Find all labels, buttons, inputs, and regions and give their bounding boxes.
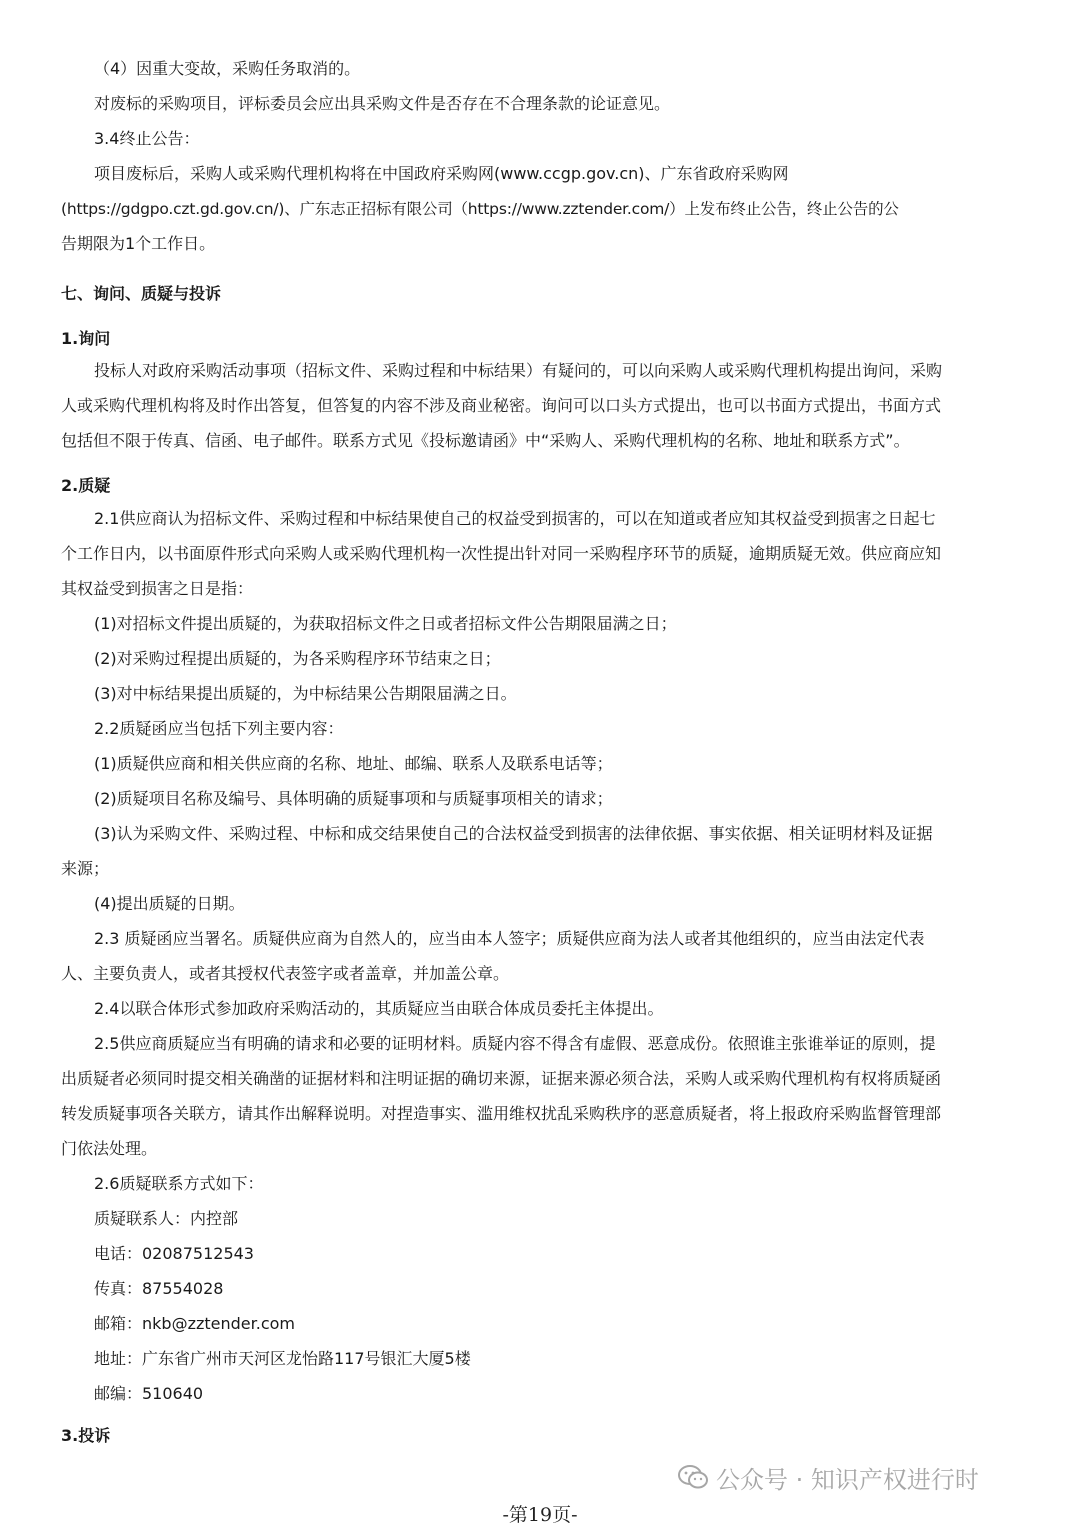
text-line: 个工作日内，以书面原件形式向采购人或采购代理机构一次性提出针对同一采购程序环节的质疑，逾期质疑无效。供应商应知	[61, 544, 942, 563]
text-line: 2.3 质疑函应当署名。质疑供应商为自然人的，应当由本人签字；质疑供应商为法人或者其他组织的，应当由法定代表	[94, 929, 925, 948]
text-line: 人、主要负责人，或者其授权代表签字或者盖章，并加盖公章。	[61, 964, 510, 983]
text-line: 告期限为1个工作日。	[61, 234, 216, 253]
text-line: 2.1供应商认为招标文件、采购过程和中标结果使自己的权益受到损害的，可以在知道或者应知其权益受到损害之日起七	[94, 509, 936, 528]
subsection-heading: 3.投诉	[61, 1426, 111, 1445]
text-line: 门依法处理。	[61, 1139, 158, 1158]
text-line: (3)对中标结果提出质疑的，为中标结果公告期限届满之日。	[94, 684, 517, 703]
wechat-icon	[678, 1464, 708, 1490]
text-line: 地址：广东省广州市天河区龙怡路117号银汇大厦5楼	[94, 1349, 471, 1368]
text-line: （4）因重大变故，采购任务取消的。	[94, 59, 361, 78]
text-line: (2)对采购过程提出质疑的，为各采购程序环节结束之日；	[94, 649, 501, 668]
text-line: 转发质疑事项各关联方，请其作出解释说明。对捏造事实、滥用维权扰乱采购秩序的恶意质疑者，将上报政府采购监督管理部	[61, 1104, 942, 1123]
text-line: 传真：87554028	[94, 1279, 224, 1298]
text-line: 投标人对政府采购活动事项（招标文件、采购过程和中标结果）有疑问的，可以向采购人或采购代理机构提出询问，采购	[94, 361, 943, 380]
subsection-heading: 1.询问	[61, 329, 111, 348]
text-line: 邮箱：nkb@zztender.com	[94, 1314, 295, 1333]
text-line: (1)对招标文件提出质疑的，为获取招标文件之日或者招标文件公告期限届满之日；	[94, 614, 677, 633]
text-line: 3.4终止公告：	[94, 129, 200, 148]
text-line: (2)质疑项目名称及编号、具体明确的质疑事项和与质疑事项相关的请求；	[94, 789, 613, 808]
text-line: 电话：02087512543	[94, 1244, 254, 1263]
text-line: 2.2质疑函应当包括下列主要内容：	[94, 719, 344, 738]
text-line: 来源；	[61, 859, 110, 878]
text-line: 对废标的采购项目，评标委员会应出具采购文件是否存在不合理条款的论证意见。	[94, 94, 671, 113]
text-line: 2.6质疑联系方式如下：	[94, 1174, 264, 1193]
text-line: 其权益受到损害之日是指：	[61, 579, 254, 598]
text-line: 2.4以联合体形式参加政府采购活动的，其质疑应当由联合体成员委托主体提出。	[94, 999, 664, 1018]
text-line: 项目废标后，采购人或采购代理机构将在中国政府采购网(www.ccgp.gov.cn)、广东省政府采购网	[94, 164, 789, 183]
text-line: 2.5供应商质疑应当有明确的请求和必要的证明材料。质疑内容不得含有虚假、恶意成份。依照谁主张谁举证的原则，提	[94, 1034, 936, 1053]
text-line: (3)认为采购文件、采购过程、中标和成交结果使自己的合法权益受到损害的法律依据、事实依据、相关证明材料及证据	[94, 824, 933, 843]
text-line: (https://gdgpo.czt.gd.gov.cn/)、广东志正招标有限公司（https://www.zztender.com/）上发布终止公告，终止公告的公	[61, 200, 899, 218]
text-line: 出质疑者必须同时提交相关确凿的证据材料和注明证据的确切来源，证据来源必须合法，采购人或采购代理机构有权将质疑函	[61, 1069, 942, 1088]
text-line: 人或采购代理机构将及时作出答复，但答复的内容不涉及商业秘密。询问可以口头方式提出，也可以书面方式提出，书面方式	[61, 396, 942, 415]
subsection-heading: 2.质疑	[61, 476, 111, 495]
watermark	[678, 1462, 979, 1492]
text-line: 邮编：510640	[94, 1384, 204, 1403]
watermark-text: 公众号 · 知识产权进行时	[716, 1465, 979, 1494]
section-heading: 七、询问、质疑与投诉	[61, 284, 222, 303]
text-line: 质疑联系人：内控部	[94, 1209, 239, 1228]
text-line: (4)提出质疑的日期。	[94, 894, 245, 913]
page-number: -第19页-	[502, 1504, 578, 1526]
text-line: 包括但不限于传真、信函、电子邮件。联系方式见《投标邀请函》中“采购人、采购代理机构的名称、地址和联系方式”。	[61, 431, 910, 450]
text-line: (1)质疑供应商和相关供应商的名称、地址、邮编、联系人及联系电话等；	[94, 754, 613, 773]
